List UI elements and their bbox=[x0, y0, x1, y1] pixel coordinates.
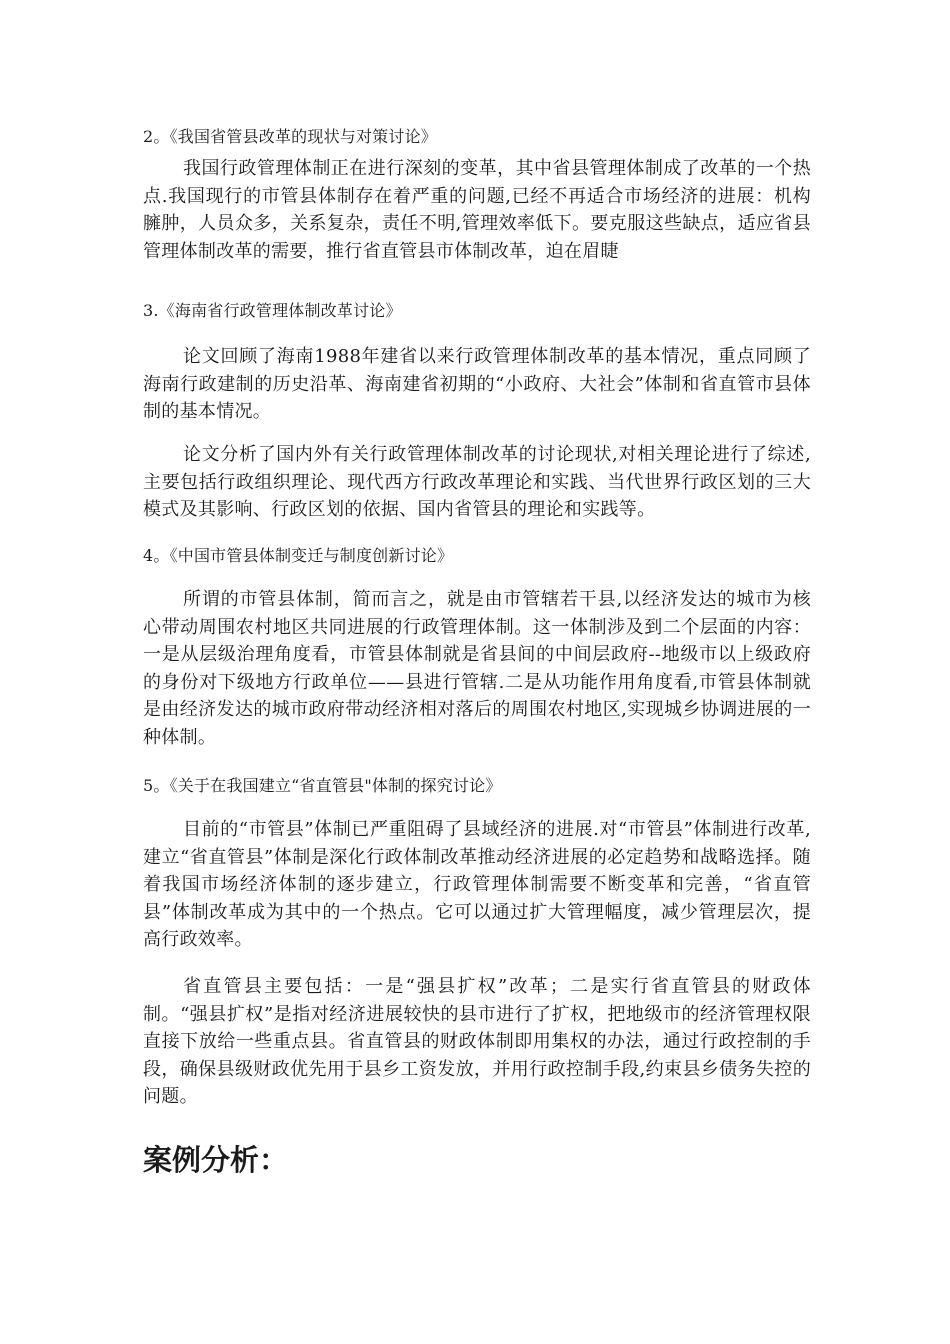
paragraph: 论文回顾了海南1988年建省以来行政管理体制改革的基本情况，重点同顾了海南行政建制的历史沿革、海南建省初期的“小政府、大社会”体制和省直管市县体制的基本情况。 bbox=[143, 346, 811, 422]
paragraph: 省直管县主要包括：一是“强县扩权”改革；二是实行省直管县的财政体制。“强县扩权”是指对经济进展较快的县市进行了扩权，把地级市的经济管理权限直接下放给一些重点县。省直管县的财政体制即用集权的办法，通过行政控制的手段，确保县级财政优先用于县乡工资发放，并用行政控制手段,约束县乡债务失控的问题。 bbox=[143, 976, 811, 1107]
section-heading-4: 4。《中国市管县体制变迁与制度创新讨论》 bbox=[143, 546, 454, 565]
paragraph: 我国行政管理体制正在进行深刻的变革，其中省县管理体制成了改革的一个热点.我国现行的市管县体制存在着严重的问题,已经不再适合市场经济的进展：机构臃肿，人员众多，关系复杂，责任不明,管理效率低下。要克服这些缺点，适应省县管理体制改革的需要，推行省直管县市体制改革，迫在眉睫 bbox=[143, 158, 811, 262]
case-analysis-title: 案例分析： bbox=[143, 1143, 289, 1177]
paragraph: 目前的“市管县”体制已严重阻碍了县域经济的进展.对“市管县”体制进行改革,建立“省直管县”体制是深化行政体制改革推动经济进展的必定趋势和战略选择。随着我国市场经济体制的逐步建立，行政管理体制需要不断变革和完善，“省直管县”体制改革成为其中的一个热点。它可以通过扩大管理幅度，减少管理层次，提高行政效率。 bbox=[143, 819, 811, 950]
paragraph: 论文分析了国内外有关行政管理体制改革的讨论现状,对相关理论进行了综述,主要包括行政组织理论、现代西方行政改革理论和实践、当代世界行政区划的三大模式及其影响、行政区划的依据、国内省管县的理论和实践等。 bbox=[143, 444, 811, 520]
section-heading-5: 5。《关于在我国建立“省直管县"体制的探究讨论》 bbox=[143, 776, 502, 795]
paragraph: 所谓的市管县体制，简而言之，就是由市管辖若干县,以经济发达的城市为核心带动周围农村地区共同进展的行政管理体制。这一体制涉及到二个层面的内容：一是从层级治理角度看，市管县体制就是省县间的中间层政府--地级市以上级政府的身份对下级地方行政单位——县进行管辖.二是从功能作用角度看,市管县体制就是由经济发达的城市政府带动经济相对落后的周围农村地区,实现城乡协调进展的一种体制。 bbox=[143, 589, 811, 748]
section-heading-2: 2。《我国省管县改革的现状与对策讨论》 bbox=[143, 127, 437, 146]
section-heading-3: 3.《海南省行政管理体制改革讨论》 bbox=[143, 301, 402, 320]
